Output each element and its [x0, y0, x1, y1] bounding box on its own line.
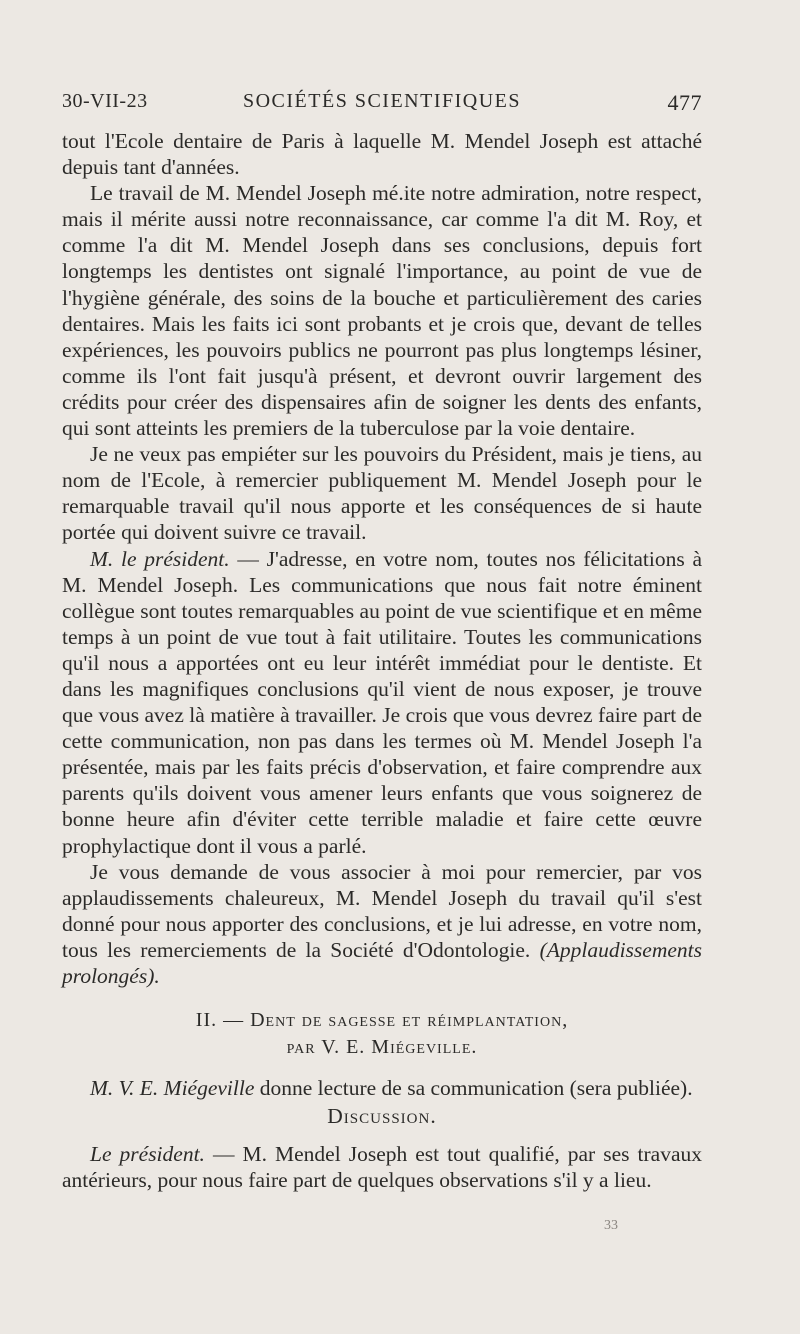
speaker-miegeville: M. V. E. Miégeville	[90, 1076, 255, 1101]
paragraph-5-text: Je vous demande de vous associer à moi pour remercier, par vos applaudissements chaleureux, M. Mendel Joseph du travail qu'il s'est donné pour nous apporter des conclusions, et je lui adresse, en votre nom, tous les remerciements de la Société d'Odontologie.	[62, 859, 702, 962]
applause-note: (Applaudissements prolongés).	[62, 937, 702, 988]
running-header	[62, 90, 702, 124]
header-date: 30-VII-23	[62, 90, 148, 112]
speaker-president: M. le président.	[90, 546, 230, 571]
paragraph-5	[62, 859, 702, 989]
paragraph-1: tout l'Ecole dentaire de Paris à laquelle M. Mendel Joseph est attaché depuis tant d'années.	[62, 129, 702, 180]
paragraph-6-text: donne lecture de sa communication (sera publiée).	[254, 1076, 693, 1101]
speaker-president-2: Le président.	[90, 1142, 205, 1167]
paragraph-7-text: — M. Mendel Joseph est tout qualifié, par ses travaux antérieurs, pour nous faire part de quelques observations s'il y a lieu.	[62, 1142, 702, 1193]
paragraph-4	[62, 546, 702, 859]
header-title: SOCIÉTÉS SCIENTIFIQUES	[242, 90, 521, 112]
paragraph-4-text: — J'adresse, en votre nom, toutes nos félicitations à M. Mendel Joseph. Les communications que nous fait notre éminent collègue sont toutes remarquables au point de vue scientifique et en même temps à un point de vue tout à fait utilitaire. Toutes les communications qu'il nous a apportées ont eu leur intérêt immédiat pour le dentiste. Et dans les magnifiques conclusions qu'il vient de nous exposer, je trouve que vous avez là matière à travailler. Je crois que vous devrez faire part de cette communication, non pas dans les termes où M. Mendel Joseph l'a présentée, mais par les faits précis d'observation, et faire comprendre aux parents qu'ils doivent vous amener leurs enfants que vous soignerez de bonne heure afin d'éviter cette terrible maladie et faire cette œuvre prophylactique dont il vous a parlé.	[62, 546, 702, 858]
section-heading-line-1: II. — Dent de sagesse et réimplantation,	[195, 1009, 569, 1032]
section-heading	[62, 1007, 702, 1061]
page-body	[62, 128, 702, 1193]
paragraph-6	[62, 1075, 702, 1101]
paragraph-3: Je ne veux pas empiéter sur les pouvoirs du Président, mais je tiens, au nom de l'Ecole, à remercier publiquement M. Mendel Joseph pour le remarquable travail qu'il nous apporte et les conséquences de si haute portée qui doivent suivre ce travail.	[62, 442, 702, 545]
paragraph-7	[62, 1141, 702, 1193]
discussion-heading: Discussion.	[327, 1104, 437, 1129]
section-heading-line-2: par V. E. Miégeville.	[286, 1036, 478, 1059]
page-number: 477	[667, 90, 702, 115]
paragraph-2: Le travail de M. Mendel Joseph mé.ite notre admiration, notre respect, mais il mérite aussi notre reconnaissance, car comme l'a dit M. Roy, et comme l'a dit M. Mendel Joseph dans ses conclusions, depuis fort longtemps les dentistes ont signalé l'importance, au point de vue de l'hygiène générale, des soins de la bouche et particulièrement des caries dentaires. Mais les faits ici sont probants et je crois que, devant de telles expériences, les pouvoirs publics ne pourront pas plus longtemps lésiner, comme ils l'ont fait jusqu'à présent, et devront ouvrir largement des crédits pour créer des dispensaires afin de soigner les dents des enfants, qui sont atteints les premiers de la tuberculose par la voie dentaire.	[62, 181, 702, 441]
signature-mark: 33	[604, 1218, 618, 1233]
